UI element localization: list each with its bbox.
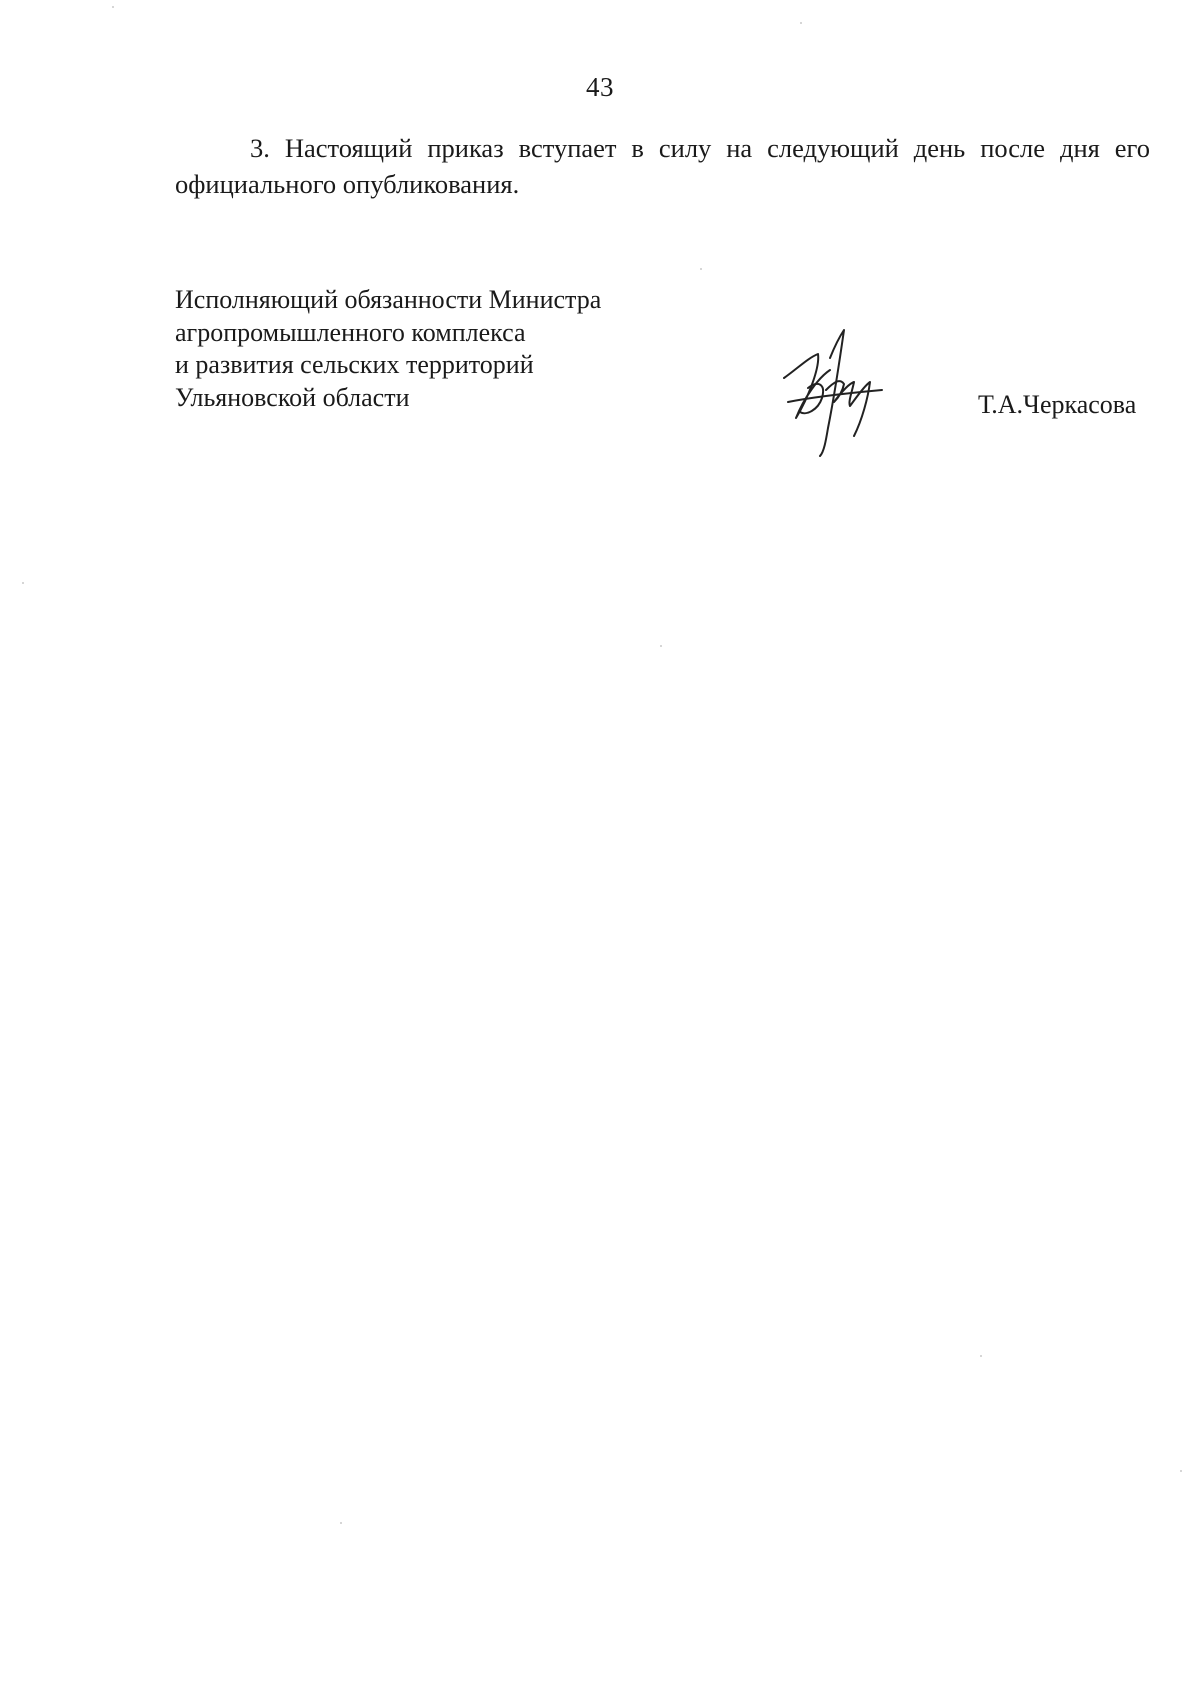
- scan-speck: [800, 22, 802, 24]
- signer-name: Т.А.Черкасова: [978, 390, 1137, 419]
- scan-speck: [980, 1355, 982, 1357]
- scan-speck: [22, 582, 24, 584]
- scan-speck: [660, 645, 662, 647]
- body-paragraph: 3. Настоящий приказ вступает в силу на следующий день после дня его официального опубликования.: [175, 133, 1150, 199]
- scan-speck: [700, 268, 702, 270]
- position-line-2: агропромышленного комплекса: [175, 317, 526, 347]
- position-line-4: Ульяновской области: [175, 382, 410, 412]
- signatory-position: [175, 284, 735, 414]
- position-line-3: и развития сельских территорий: [175, 350, 534, 379]
- scan-speck: [340, 1522, 342, 1524]
- handwritten-signature: [778, 328, 888, 458]
- page-number: 43: [586, 72, 614, 102]
- position-line-1: Исполняющий обязанности Министра: [175, 285, 602, 314]
- scan-speck: [1180, 1470, 1182, 1472]
- scan-speck: [112, 6, 114, 8]
